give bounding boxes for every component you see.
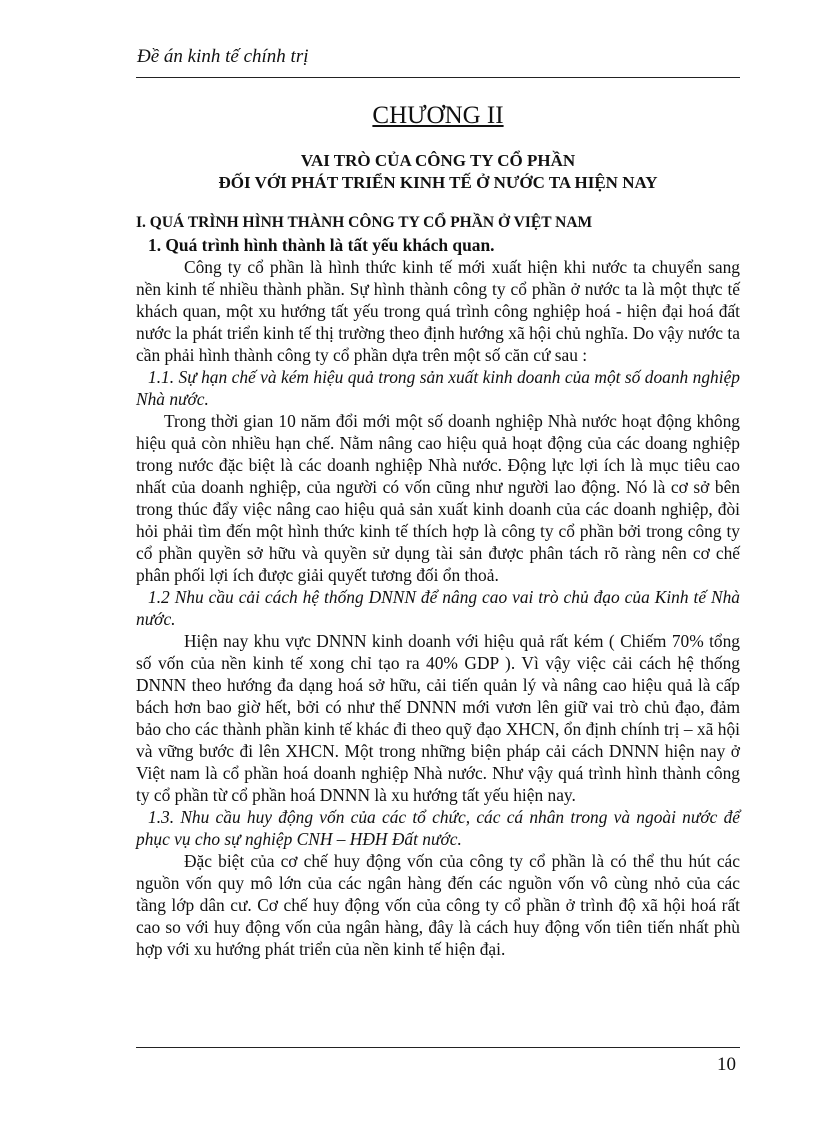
subsection-heading: 1. Quá trình hình thành là tất yếu khách quan. xyxy=(148,235,495,255)
page-number: 10 xyxy=(717,1054,736,1075)
footer-rule xyxy=(136,1047,740,1048)
heading-1-2: 1.2 Nhu cầu cải cách hệ thống DNNN để nâng cao vai trò chủ đạo của Kinh tế Nhà nước. xyxy=(136,587,740,629)
chapter-subtitle xyxy=(136,150,740,194)
running-header: Đề án kinh tế chính trị xyxy=(137,46,309,67)
heading-1-1: 1.1. Sự hạn chế và kém hiệu quả trong sản xuất kinh doanh của một số doanh nghiệp Nhà nước. xyxy=(136,367,740,409)
header-rule xyxy=(136,77,740,78)
subtitle-line-1: VAI TRÒ CỦA CÔNG TY CỔ PHẦN xyxy=(300,151,576,170)
paragraph-2: Trong thời gian 10 năm đổi mới một số doanh nghiệp Nhà nước hoạt động không hiệu quả còn nhiều hạn chế. Nằm nâng cao hiệu quả hoạt động của các doang nghiệp trong nước đặc biệt là các doanh nghiệp Nhà nước. Động lực lợi ích là mục tiêu cao nhất của doanh nghiệp, của người có vốn cũng như người lao động. Nó là cơ sở bên trong thúc đẩy việc nâng cao hiệu quả sản xuất kinh doanh của các doanh nghiệp, đòi hỏi phải tìm đến một hình thức kinh tế thích hợp là công ty cổ phần bởi trong công ty cổ phần quyền sở hữu và quyền sử dụng tài sản được phân tách rõ ràng nên cơ chế phân phối lợi ích được giải quyết tương đối ổn thoả. xyxy=(136,411,740,585)
body-text xyxy=(136,212,740,960)
chapter-title: CHƯƠNG II xyxy=(372,102,504,129)
subtitle-line-2: ĐỐI VỚI PHÁT TRIỂN KINH TẾ Ở NƯỚC TA HIỆN NAY xyxy=(218,173,658,192)
heading-1-3: 1.3. Nhu cầu huy động vốn của các tổ chức, các cá nhân trong và ngoài nước để phục vụ cho sự nghiệp CNH – HĐH Đất nước. xyxy=(136,807,740,849)
section-heading: I. QUÁ TRÌNH HÌNH THÀNH CÔNG TY CỔ PHẦN Ở VIỆT NAM xyxy=(136,214,593,231)
paragraph-3: Hiện nay khu vực DNNN kinh doanh với hiệu quả rất kém ( Chiếm 70% tổng số vốn của nền kinh tế xong chỉ tạo ra 40% GDP ). Vì vậy việc cải cách hệ thống DNNN theo hướng đa dạng hoá sở hữu, cải tiến quản lý và nâng cao hiệu quả là cấp bách hơn bao giờ hết, bởi có như thế DNNN mới vươn lên giữ vai trò chủ đạo, đảm bảo cho các thành phần kinh tế khác đi theo quỹ đạo XHCN, ổn định chính trị – xã hội và vững bước đi lên XHCN. Một trong những biện pháp cải cách DNNN hiện nay ở Việt nam là cổ phần hoá doanh nghiệp Nhà nước. Như vậy quá trình hình thành công ty cổ phần từ cổ phần hoá DNNN là xu hướng tất yếu hiện nay. xyxy=(136,631,740,805)
paragraph-4: Đặc biệt của cơ chế huy động vốn của công ty cổ phần là có thể thu hút các nguồn vốn quy mô lớn của các ngân hàng đến các nguồn vốn vô cùng nhỏ của các tầng lớp dân cư. Cơ chế huy động vốn của công ty cổ phần ở trình độ xã hội hoá rất cao so với huy động vốn của ngân hàng, đây là cách huy động vốn tiên tiến nhất phù hợp với xu hướng phát triển của nền kinh tế hiện đại. xyxy=(136,851,740,959)
paragraph-1: Công ty cổ phần là hình thức kinh tế mới xuất hiện khi nước ta chuyển sang nền kinh tế nhiều thành phần. Sự hình thành công ty cổ phần ở nước ta là một thực tế khách quan, một xu hướng tất yếu trong quá trình công nghiệp hoá - hiện đại hoá đất nước la phát triển kinh tế thị trường theo định hướng xã hội chủ nghĩa. Do vậy nước ta cần phải hình thành công ty cổ phần dựa trên một số căn cứ sau : xyxy=(136,257,740,365)
